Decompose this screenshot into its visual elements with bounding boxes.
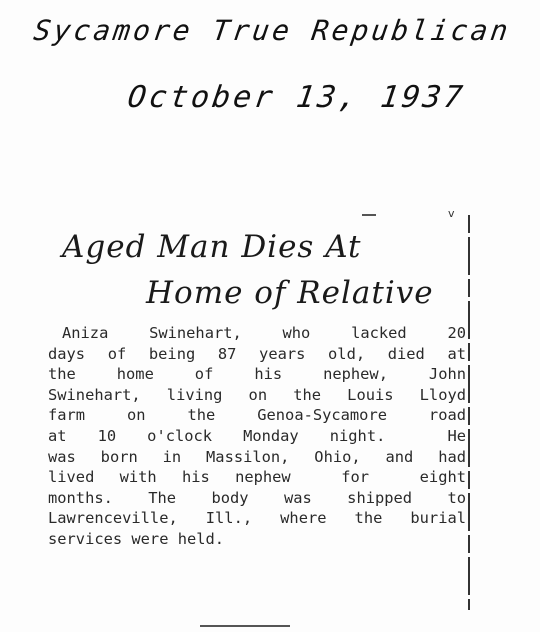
handwritten-date-note: October 13, 1937 <box>125 80 468 115</box>
top-dash-mark <box>362 214 376 216</box>
handwritten-source-note: Sycamore True Republican <box>31 14 513 47</box>
body-line: months. The body was shipped to <box>48 488 466 507</box>
newspaper-clipping <box>40 205 480 625</box>
column-rule <box>468 215 470 610</box>
body-line: was born in Massilon, Ohio, and had <box>48 447 466 466</box>
check-mark-icon: v <box>448 207 455 220</box>
headline-line-1: Aged Man Dies At <box>62 229 362 265</box>
body-line: farm on the Genoa-Sycamore road <box>48 406 466 425</box>
body-line: at 10 o'clock Monday night. He <box>48 426 466 445</box>
body-line: Aniza Swinehart, who lacked 20 <box>62 324 466 342</box>
body-line: Swinehart, living on the Louis Lloyd <box>48 385 466 404</box>
body-line: days of being 87 years old, died at <box>48 344 466 363</box>
body-line: lived with his nephew for eight <box>48 468 466 487</box>
clipping-top-edge <box>40 205 480 225</box>
headline-line-2: Home of Relative <box>146 275 434 311</box>
article-body <box>48 323 466 550</box>
body-line: Lawrenceville, Ill., where the burial <box>48 509 466 528</box>
clipping-bottom-rule <box>200 625 290 627</box>
body-line: services were held. <box>48 529 225 548</box>
body-line: the home of his nephew, John <box>48 365 466 384</box>
